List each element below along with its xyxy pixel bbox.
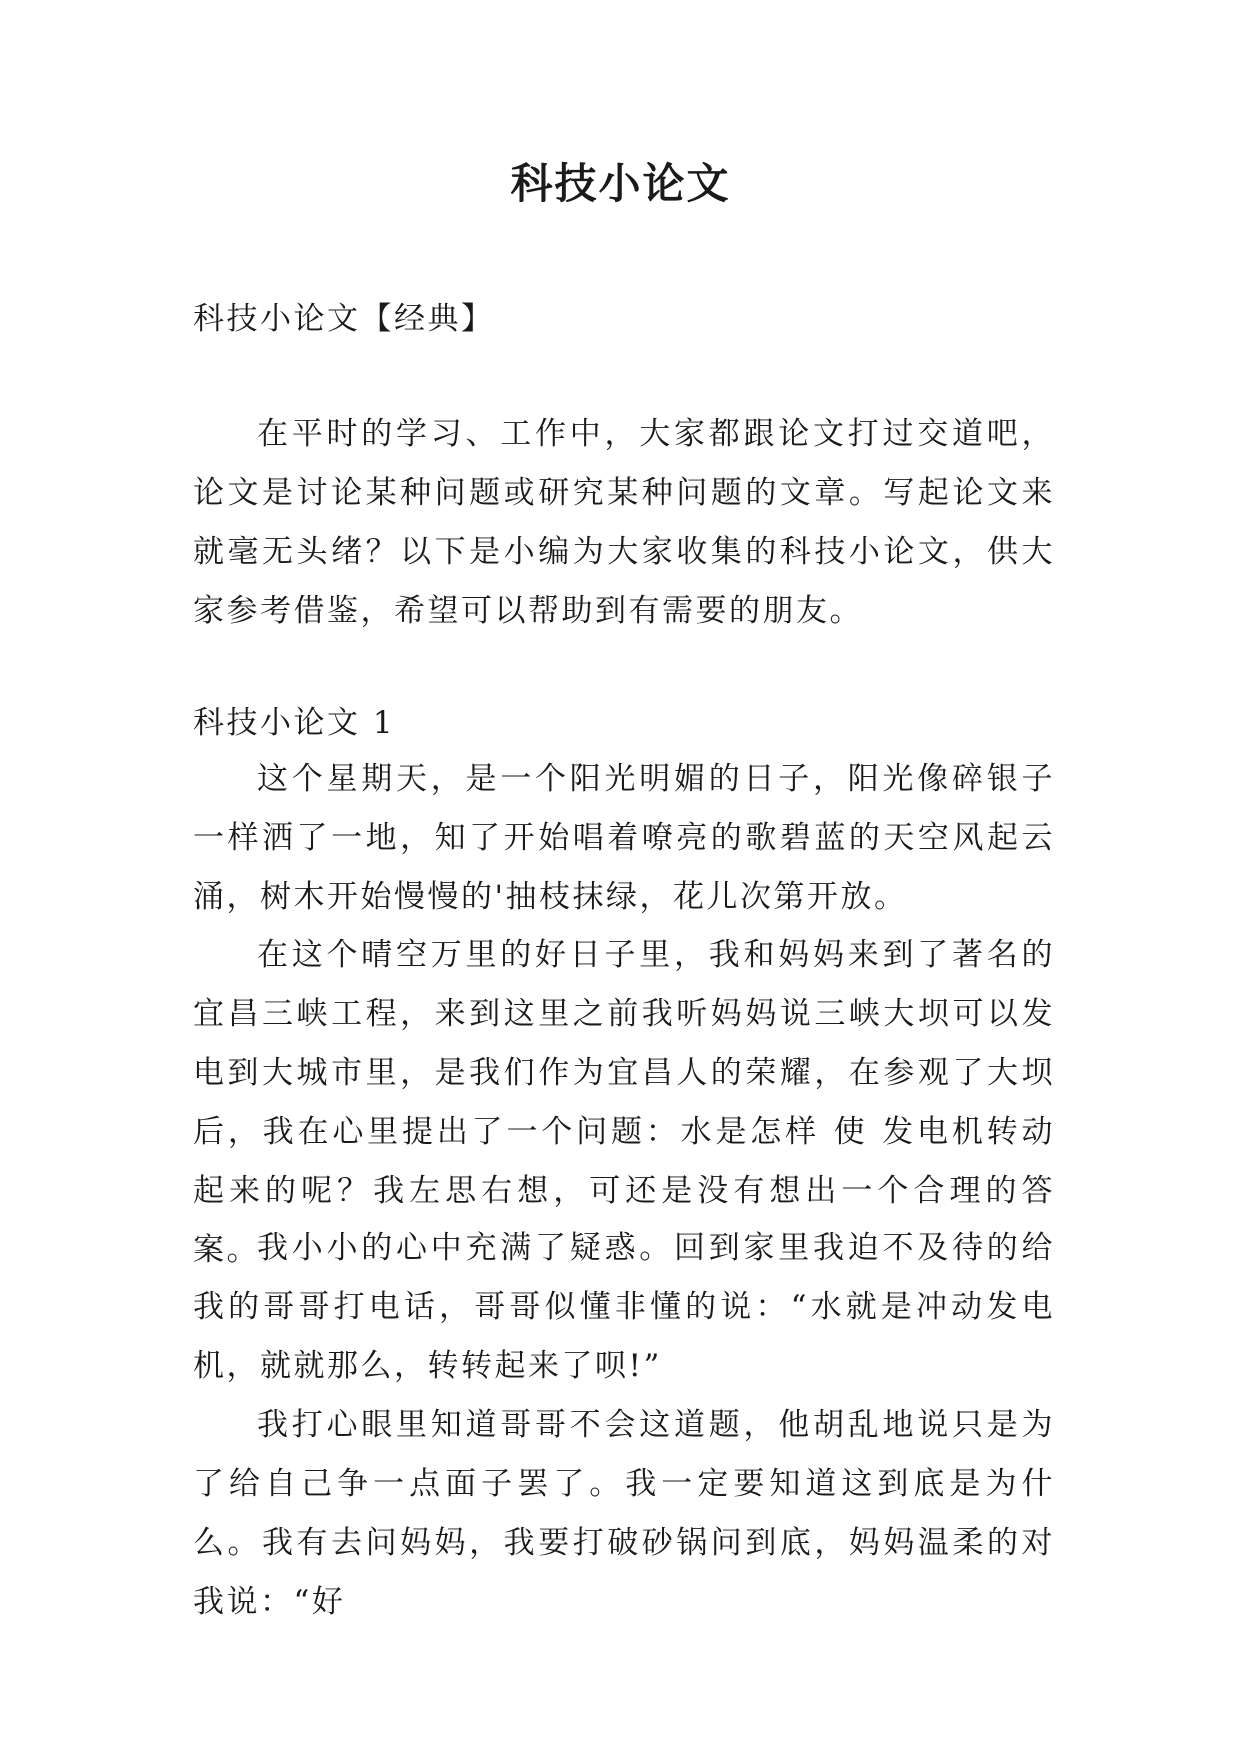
body-paragraph: 这个星期天，是一个阳光明媚的日子，阳光像碎银子一样洒了一地，知了开始唱着嘹亮的歌碧蓝的天空风起云涌，树木开始慢慢的'抽枝抹绿，花儿次第开放。 xyxy=(193,761,1055,915)
body-paragraph: 我打心眼里知道哥哥不会这道题，他胡乱地说只是为了给自己争一点面子罢了。我一定要知道这到底是为什么。我有去问妈妈，我要打破砂锅问到底，妈妈温柔的对我说：“好 xyxy=(193,1407,1055,1620)
body-paragraph: 我小小的心中充满了疑惑。回到家里我迫不及待的给我的哥哥打电话，哥哥似懂非懂的说：“水就是冲动发电机，就就那么，转转起来了呗!” xyxy=(193,1230,1055,1384)
body-paragraph: 在这个晴空万里的好日子里，我和妈妈来到了著名的宜昌三峡工程，来到这里之前我听妈妈说三峡大坝可以发电到大城市里，是我们作为宜昌人的荣耀，在参观了大坝后，我在心里提出了一个问题：水是怎样 使 发电机转动起来的呢？我左思右想，可还是没有想出一个合理的答案。 xyxy=(193,937,1055,1268)
document-subtitle: 科技小论文【经典】 xyxy=(193,301,495,337)
document-title: 科技小论文 xyxy=(510,159,731,208)
section-heading: 科技小论文 1 xyxy=(193,705,396,741)
intro-paragraph: 在平时的学习、工作中，大家都跟论文打过交道吧，论文是讨论某种问题或研究某种问题的文章。写起论文来就毫无头绪？以下是小编为大家收集的科技小论文，供大家参考借鉴，希望可以帮助到有需要的朋友。 xyxy=(193,416,1055,629)
